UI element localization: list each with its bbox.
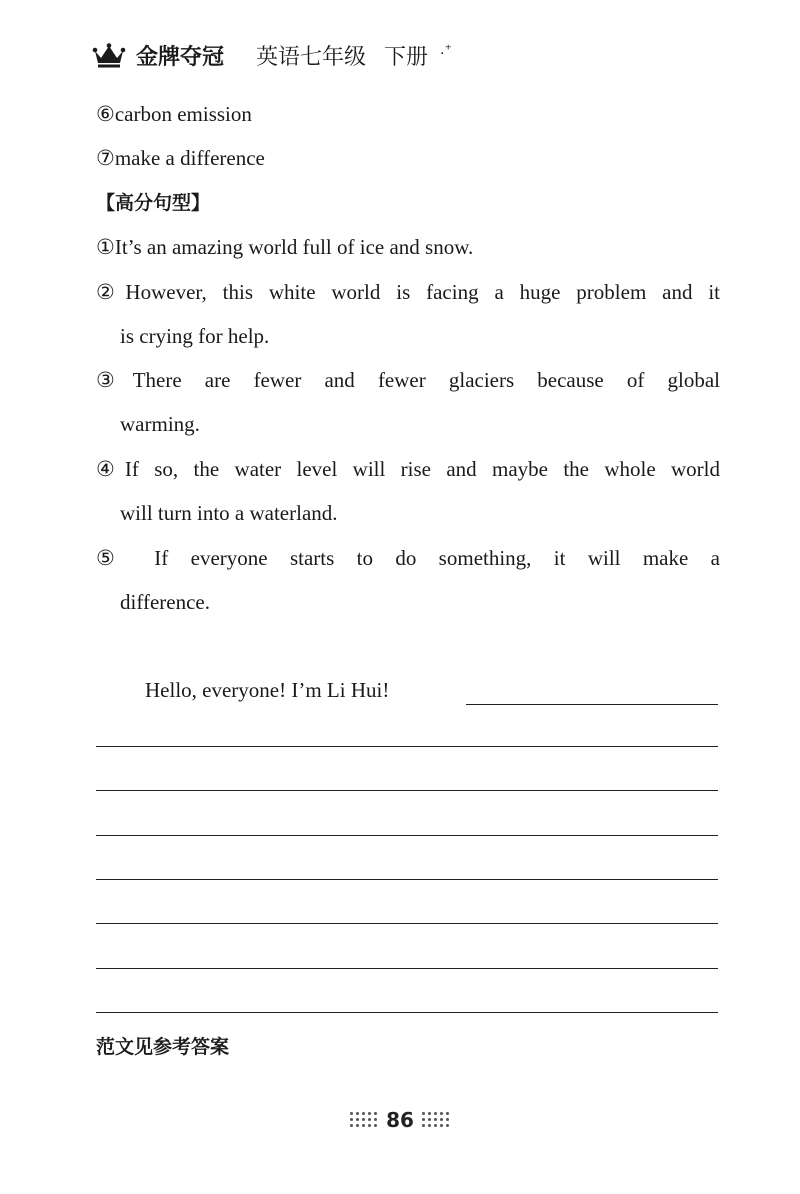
decorative-dots-right	[422, 1112, 450, 1128]
volume-label: 下册	[384, 45, 429, 70]
crown-icon	[92, 43, 126, 69]
sentence-3-line-1: ③There are fewer and fewer glaciers because of global	[96, 368, 720, 392]
writing-line[interactable]	[96, 968, 718, 969]
page-footer	[0, 1108, 800, 1132]
sentence-2-line-2: is crying for help.	[120, 324, 270, 348]
sentence-5-line-2: difference.	[120, 590, 210, 614]
answer-note: 范文见参考答案	[96, 1036, 230, 1058]
writing-line[interactable]	[96, 835, 718, 836]
grade-label: 英语七年级	[256, 45, 367, 70]
writing-starter: Hello, everyone! I’m Li Hui!	[145, 678, 390, 702]
phrase-7: ⑦make a difference	[96, 146, 265, 170]
sentence-4-line-2: will turn into a waterland.	[120, 501, 338, 525]
phrase-6: ⑥carbon emission	[96, 102, 252, 126]
writing-blank-line[interactable]	[466, 704, 718, 705]
page-header	[92, 40, 452, 71]
decorative-dots-left	[350, 1112, 378, 1128]
section-title: 【高分句型】	[96, 192, 211, 214]
header-mark: .⁺	[440, 41, 452, 58]
writing-line[interactable]	[96, 923, 718, 924]
series-title: 金牌夺冠	[136, 45, 225, 70]
sentence-3-line-2: warming.	[120, 412, 200, 436]
writing-line[interactable]	[96, 746, 718, 747]
writing-line[interactable]	[96, 790, 718, 791]
writing-line[interactable]	[96, 879, 718, 880]
page-number: 86	[386, 1108, 414, 1132]
writing-line[interactable]	[96, 1012, 718, 1013]
sentence-5-line-1: ⑤ If everyone starts to do something, it will make a	[96, 546, 720, 570]
sentence-2-line-1: ②However, this white world is facing a huge problem and it	[96, 280, 720, 304]
sentence-4-line-1: ④If so, the water level will rise and maybe the whole world	[96, 457, 720, 481]
sentence-1: ①It’s an amazing world full of ice and snow.	[96, 235, 474, 259]
